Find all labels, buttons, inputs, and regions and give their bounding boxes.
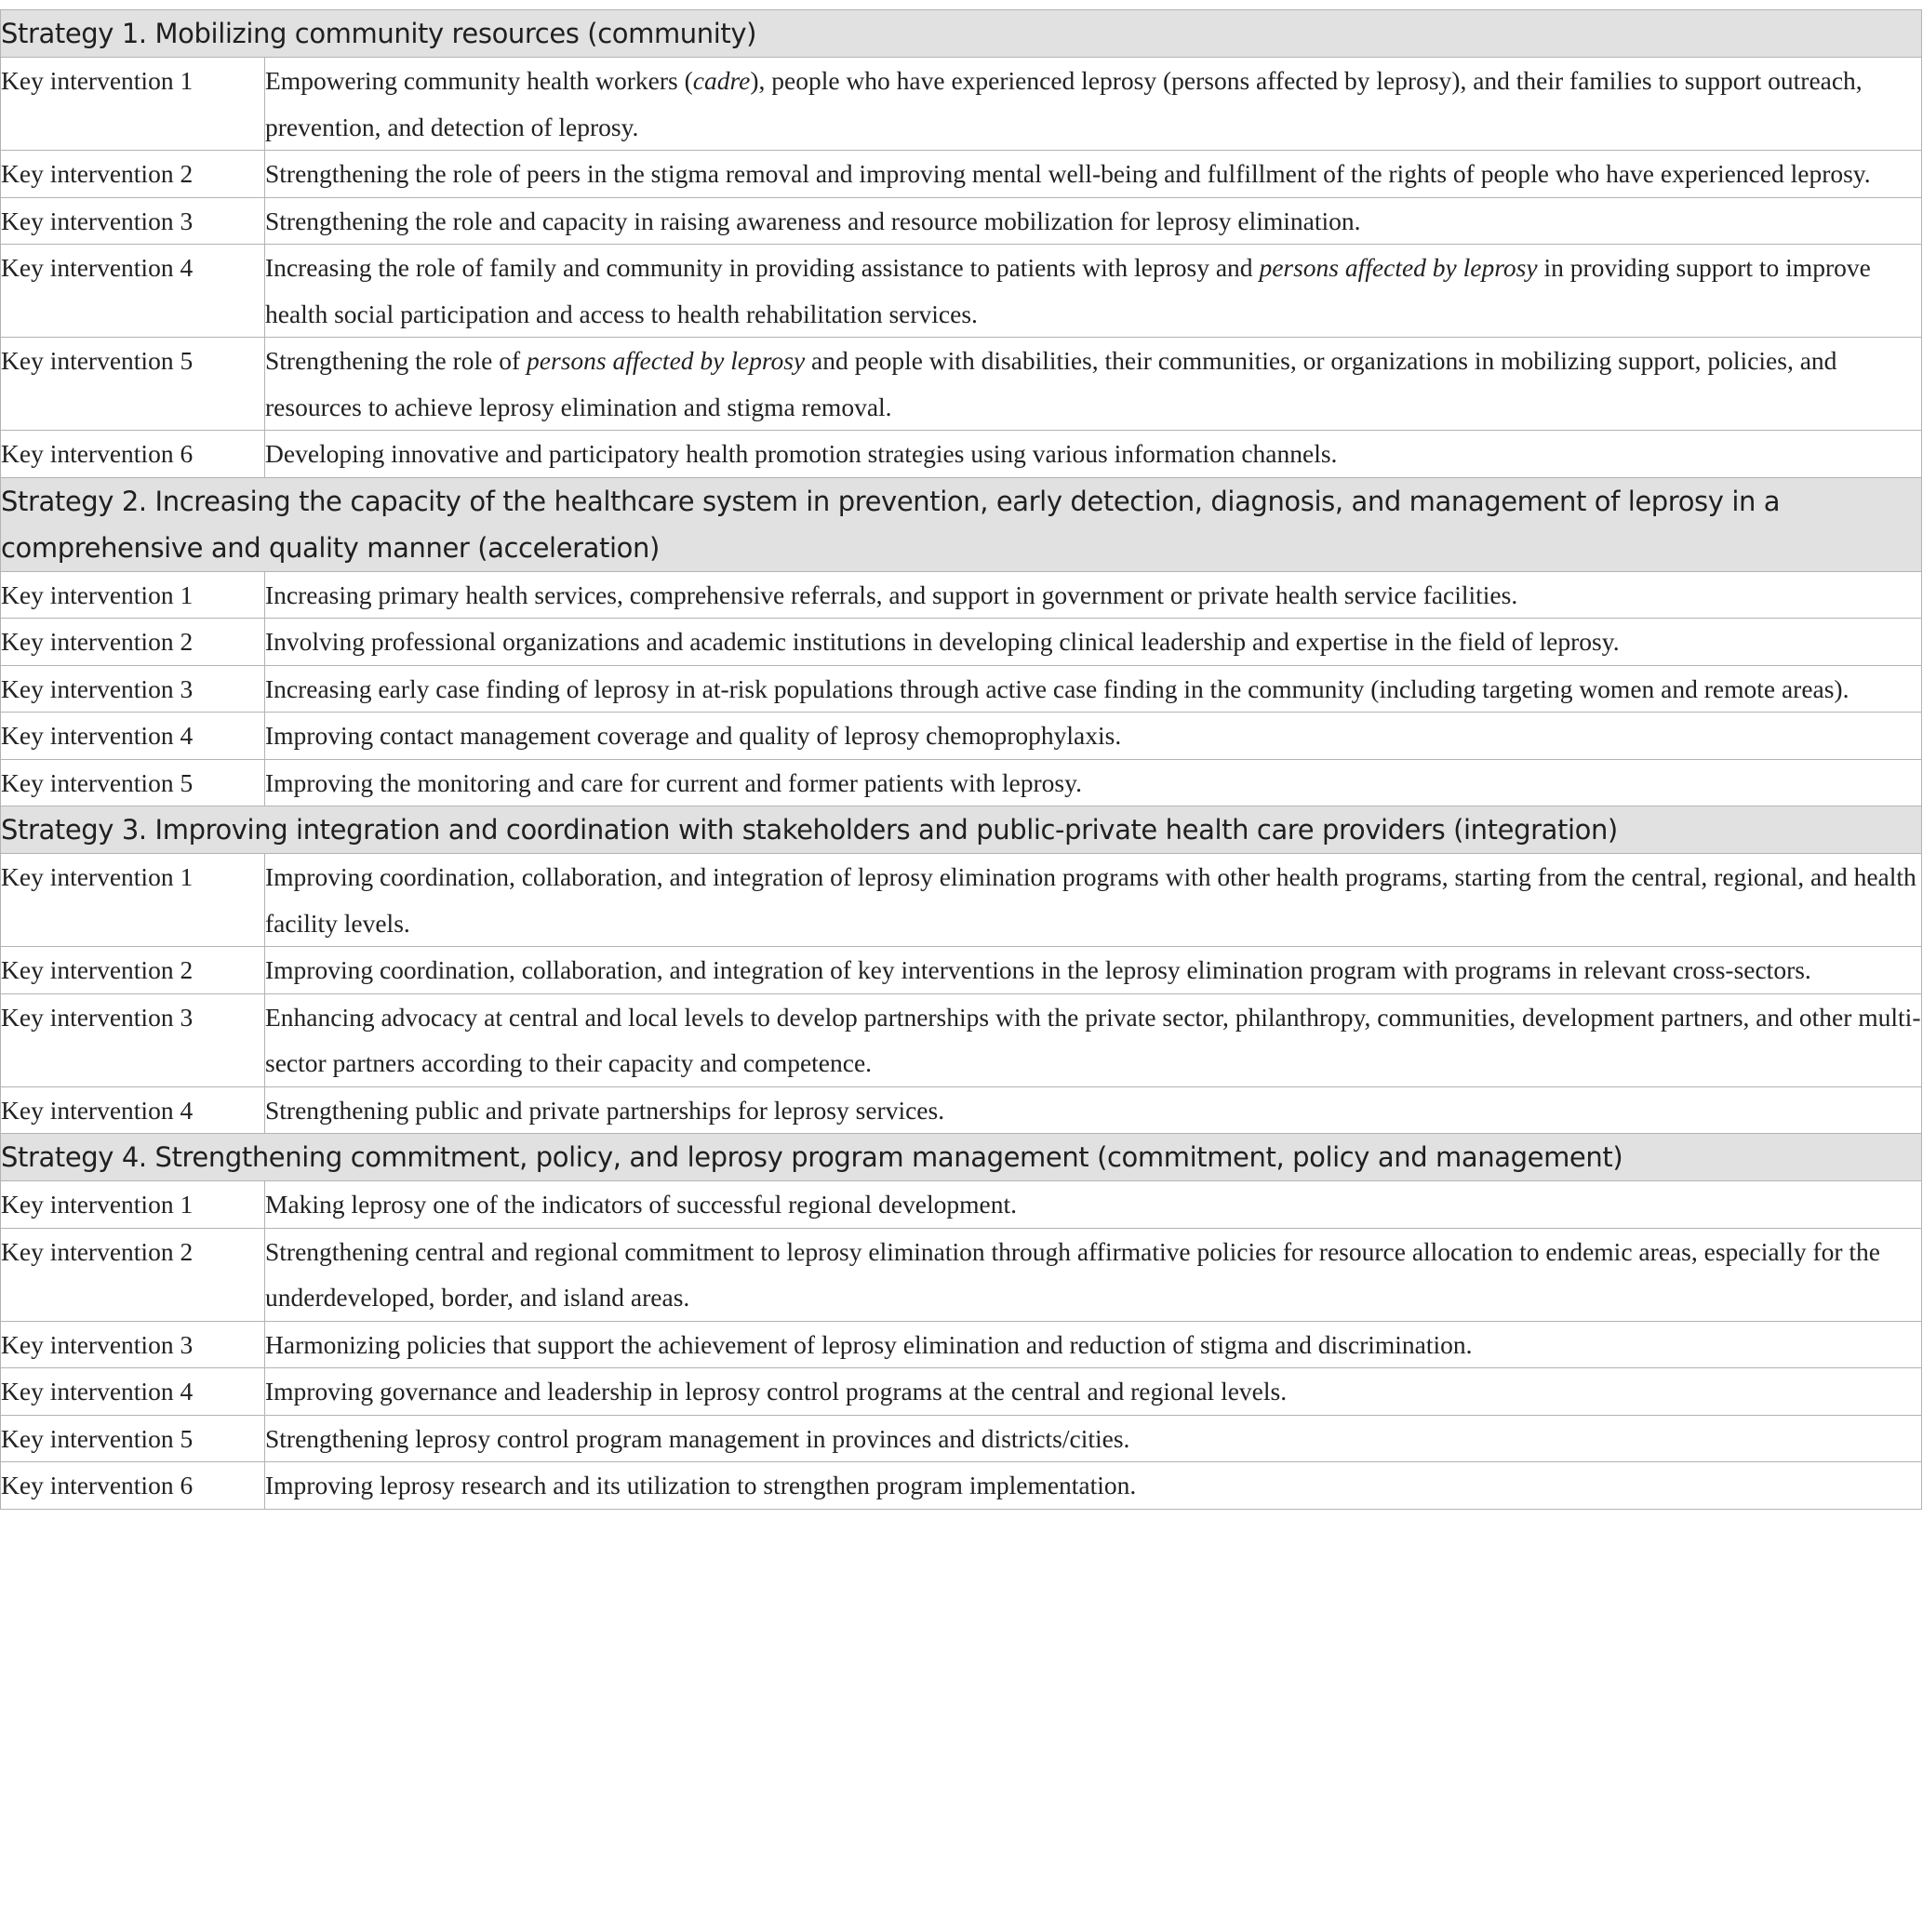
table-row bbox=[1, 245, 1922, 338]
intervention-label: Key intervention 3 bbox=[1, 1321, 265, 1368]
strategy-header-row bbox=[1, 10, 1922, 58]
italic-text: persons affected by leprosy bbox=[1259, 253, 1538, 282]
intervention-description bbox=[265, 619, 1922, 666]
intervention-description bbox=[265, 1181, 1922, 1229]
table-row bbox=[1, 431, 1922, 478]
intervention-description bbox=[265, 571, 1922, 619]
intervention-description bbox=[265, 759, 1922, 806]
strategy-title: Strategy 3. Improving integration and coordination with stakeholders and public-private health care providers (integration) bbox=[1, 806, 1922, 854]
description-text: Involving professional organizations and academic institutions in developing clinical leadership and expertise in the field of leprosy. bbox=[265, 627, 1620, 656]
intervention-label: Key intervention 4 bbox=[1, 1368, 265, 1416]
intervention-label: Key intervention 1 bbox=[1, 1181, 265, 1229]
description-text: Improving coordination, collaboration, and integration of leprosy elimination programs with other health programs, starting from the central, regional, and health facility levels. bbox=[265, 862, 1916, 938]
strategy-header-row bbox=[1, 806, 1922, 854]
intervention-label: Key intervention 4 bbox=[1, 713, 265, 760]
intervention-label: Key intervention 5 bbox=[1, 338, 265, 431]
strategy-header-row bbox=[1, 477, 1922, 571]
intervention-description bbox=[265, 58, 1922, 151]
intervention-description bbox=[265, 1321, 1922, 1368]
table-row bbox=[1, 759, 1922, 806]
strategy-title: Strategy 2. Increasing the capacity of the healthcare system in prevention, early detection, diagnosis, and management of leprosy in a comprehensive and quality manner (acceleration) bbox=[1, 477, 1922, 571]
description-text: Strengthening public and private partnerships for leprosy services. bbox=[265, 1095, 945, 1125]
description-text: Strengthening leprosy control program management in provinces and districts/cities. bbox=[265, 1423, 1130, 1453]
description-text: Strengthening central and regional commitment to leprosy elimination through affirmative policies for resource allocation to endemic areas, especially for the underdeveloped, border, and island areas. bbox=[265, 1236, 1880, 1312]
description-text: Increasing the role of family and community in providing assistance to patients with leprosy and bbox=[265, 253, 1260, 282]
intervention-label: Key intervention 1 bbox=[1, 58, 265, 151]
intervention-description bbox=[265, 713, 1922, 760]
table-row bbox=[1, 571, 1922, 619]
intervention-description bbox=[265, 245, 1922, 338]
table-row bbox=[1, 619, 1922, 666]
intervention-description bbox=[265, 1462, 1922, 1510]
description-text: ), people who have experienced leprosy (persons affected by leprosy), and their families to support outreach, prevention, and detection of leprosy. bbox=[265, 66, 1863, 141]
strategy-table-body bbox=[1, 10, 1922, 1510]
table-row bbox=[1, 58, 1922, 151]
description-text: Harmonizing policies that support the achievement of leprosy elimination and reduction of stigma and discrimination. bbox=[265, 1329, 1473, 1359]
intervention-description bbox=[265, 151, 1922, 198]
intervention-label: Key intervention 6 bbox=[1, 431, 265, 478]
strategy-table bbox=[0, 9, 1922, 1510]
intervention-label: Key intervention 2 bbox=[1, 1228, 265, 1321]
description-text: Improving coordination, collaboration, and integration of key interventions in the leprosy elimination program with programs in relevant cross-sectors. bbox=[265, 955, 1811, 984]
intervention-label: Key intervention 2 bbox=[1, 619, 265, 666]
table-row bbox=[1, 338, 1922, 431]
intervention-label: Key intervention 4 bbox=[1, 1086, 265, 1134]
intervention-description bbox=[265, 665, 1922, 713]
strategy-title: Strategy 4. Strengthening commitment, policy, and leprosy program management (commitment, policy and management) bbox=[1, 1134, 1922, 1181]
strategy-header-row bbox=[1, 1134, 1922, 1181]
description-text: Enhancing advocacy at central and local levels to develop partnerships with the private sector, philanthropy, communities, development partners, and other multi-sector partners according to their capacity and competence. bbox=[265, 1002, 1921, 1077]
description-text: and people with disabilities, their communities, or organizations in mobilizing support, policies, and resources to achieve leprosy elimination and stigma removal. bbox=[265, 346, 1837, 421]
table-row bbox=[1, 993, 1922, 1086]
table-row bbox=[1, 1415, 1922, 1462]
strategy-title: Strategy 1. Mobilizing community resources (community) bbox=[1, 10, 1922, 58]
intervention-description bbox=[265, 1415, 1922, 1462]
description-text: Strengthening the role of peers in the stigma removal and improving mental well-being and fulfillment of the rights of people who have experienced leprosy. bbox=[265, 159, 1871, 188]
table-row bbox=[1, 1321, 1922, 1368]
description-text: Increasing early case finding of leprosy in at-risk populations through active case finding in the community (including targeting women and remote areas). bbox=[265, 673, 1850, 703]
intervention-label: Key intervention 5 bbox=[1, 759, 265, 806]
intervention-description bbox=[265, 1368, 1922, 1416]
table-row bbox=[1, 1086, 1922, 1134]
table-row bbox=[1, 1462, 1922, 1510]
intervention-description bbox=[265, 947, 1922, 994]
table-row bbox=[1, 1368, 1922, 1416]
italic-text: cadre bbox=[692, 66, 751, 95]
description-text: Developing innovative and participatory health promotion strategies using various information channels. bbox=[265, 439, 1338, 468]
table-row bbox=[1, 947, 1922, 994]
intervention-description bbox=[265, 1228, 1922, 1321]
description-text: Making leprosy one of the indicators of successful regional development. bbox=[265, 1190, 1017, 1219]
intervention-label: Key intervention 3 bbox=[1, 197, 265, 245]
intervention-description bbox=[265, 993, 1922, 1086]
intervention-description bbox=[265, 854, 1922, 947]
description-text: in providing support to improve health social participation and access to health rehabilitation services. bbox=[265, 253, 1871, 328]
table-row bbox=[1, 151, 1922, 198]
description-text: Improving governance and leadership in leprosy control programs at the central and regional levels. bbox=[265, 1377, 1288, 1406]
description-text: Empowering community health workers ( bbox=[265, 66, 693, 95]
table-row bbox=[1, 854, 1922, 947]
intervention-description bbox=[265, 1086, 1922, 1134]
table-row bbox=[1, 1181, 1922, 1229]
intervention-label: Key intervention 2 bbox=[1, 151, 265, 198]
intervention-label: Key intervention 3 bbox=[1, 665, 265, 713]
table-row bbox=[1, 665, 1922, 713]
table-row bbox=[1, 713, 1922, 760]
intervention-description bbox=[265, 338, 1922, 431]
intervention-label: Key intervention 3 bbox=[1, 993, 265, 1086]
intervention-label: Key intervention 5 bbox=[1, 1415, 265, 1462]
description-text: Improving leprosy research and its utilization to strengthen program implementation. bbox=[265, 1471, 1137, 1499]
intervention-label: Key intervention 1 bbox=[1, 571, 265, 619]
description-text: Strengthening the role of bbox=[265, 346, 527, 375]
description-text: Increasing primary health services, comprehensive referrals, and support in government or private health service facilities. bbox=[265, 580, 1518, 609]
description-text: Strengthening the role and capacity in raising awareness and resource mobilization for leprosy elimination. bbox=[265, 206, 1361, 235]
intervention-label: Key intervention 2 bbox=[1, 947, 265, 994]
intervention-description bbox=[265, 197, 1922, 245]
description-text: Improving the monitoring and care for current and former patients with leprosy. bbox=[265, 767, 1082, 797]
intervention-description bbox=[265, 431, 1922, 478]
description-text: Improving contact management coverage and quality of leprosy chemoprophylaxis. bbox=[265, 721, 1122, 750]
table-row bbox=[1, 1228, 1922, 1321]
intervention-label: Key intervention 4 bbox=[1, 245, 265, 338]
italic-text: persons affected by leprosy bbox=[527, 346, 806, 375]
intervention-label: Key intervention 1 bbox=[1, 854, 265, 947]
table-row bbox=[1, 197, 1922, 245]
intervention-label: Key intervention 6 bbox=[1, 1462, 265, 1510]
